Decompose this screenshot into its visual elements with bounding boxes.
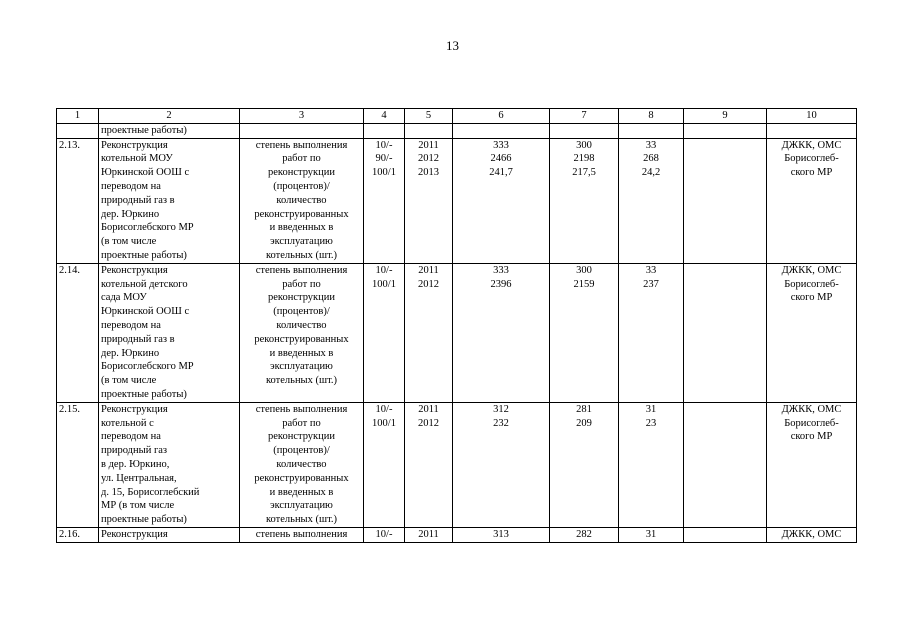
name-cell [99, 527, 240, 542]
executor-line: Борисоглеб- [784, 153, 839, 165]
funding-line: 300 [576, 139, 592, 151]
funding-line: 300 [576, 264, 592, 276]
cofunding-line: 31 [645, 403, 657, 415]
total-line: 2396 [490, 278, 512, 290]
funding-cell [550, 263, 619, 402]
indicator-line: реконструкции [267, 292, 336, 304]
year-line: 2013 [418, 167, 439, 179]
indicator-line: количество [276, 319, 327, 331]
indicator-line: степень выполнения [255, 139, 348, 151]
table-row [57, 263, 857, 402]
total-line: 313 [493, 528, 509, 540]
name-cell [99, 123, 240, 138]
executor-cell [767, 402, 857, 527]
name-cell [99, 263, 240, 402]
name-line: Реконструкция [101, 528, 168, 540]
header-cell: 8 [619, 109, 684, 124]
name-line: котельной с [101, 417, 154, 429]
name-line: проектные работы) [101, 249, 187, 261]
indicator-cell [240, 402, 364, 527]
funding-cell [550, 402, 619, 527]
executor-cell [767, 138, 857, 263]
cofunding-line: 33 [645, 264, 657, 276]
name-line: Реконструкция [101, 403, 168, 415]
cofunding-line: 31 [645, 528, 657, 540]
cofunding-cell [619, 263, 684, 402]
program-table [56, 108, 857, 543]
indicator-cell [240, 123, 364, 138]
stage-line: 10/- [375, 528, 393, 540]
name-line: переводом на [101, 180, 161, 192]
year-cell [405, 527, 453, 542]
executor-cell [767, 123, 857, 138]
name-line: переводом на [101, 319, 161, 331]
indicator-cell [240, 263, 364, 402]
indicator-line: реконструкции [267, 167, 336, 179]
row-number-cell [57, 138, 99, 263]
stage-line: 10/- [375, 264, 393, 276]
name-line: Реконструкция [101, 139, 168, 151]
row-number-cell [57, 263, 99, 402]
name-line: природный газ в [101, 333, 175, 345]
name-line: переводом на [101, 431, 161, 443]
cofunding-cell [619, 138, 684, 263]
name-line: д. 15, Борисоглебский [101, 486, 200, 498]
indicator-line: реконструированных [254, 208, 349, 220]
indicator-line: и введенных в [269, 486, 334, 498]
executor-cell [767, 263, 857, 402]
name-line: природный газ в [101, 194, 175, 206]
executor-line: ДЖКК, ОМС [781, 403, 842, 415]
year-line: 2011 [418, 528, 439, 540]
indicator-line: реконструированных [254, 333, 349, 345]
header-cell: 2 [99, 109, 240, 124]
stage-cell [364, 123, 405, 138]
funding-cell [550, 527, 619, 542]
cofunding-line: 237 [643, 278, 659, 290]
stage-cell [364, 402, 405, 527]
stage-line: 100/1 [372, 167, 396, 179]
page-number: 13 [446, 38, 459, 53]
funding-cell [550, 138, 619, 263]
cofunding-line: 33 [645, 139, 657, 151]
indicator-line: работ по [282, 417, 321, 429]
executor-line: Борисоглеб- [784, 278, 839, 290]
indicator-line: количество [276, 458, 327, 470]
indicator-line: котельных (шт.) [265, 514, 337, 526]
executor-cell [767, 527, 857, 542]
row-number: 2.15. [59, 403, 80, 415]
stage-line: 100/1 [372, 417, 396, 429]
total-line: 2466 [490, 153, 512, 165]
table-row [57, 527, 857, 542]
indicator-line: степень выполнения [255, 403, 348, 415]
funding-line: 2159 [573, 278, 595, 290]
name-line: дер. Юркино [101, 208, 160, 220]
name-line: Юркинской ООШ с [101, 167, 190, 179]
total-cell [453, 263, 550, 402]
indicator-line: котельных (шт.) [265, 249, 337, 261]
header-cell: 6 [453, 109, 550, 124]
continuation-row [57, 123, 857, 138]
empty-cell [684, 263, 767, 402]
indicator-cell [240, 138, 364, 263]
funding-line: 281 [576, 403, 592, 415]
header-cell: 9 [684, 109, 767, 124]
table-body [57, 109, 857, 543]
indicator-line: реконструированных [254, 472, 349, 484]
total-line: 232 [493, 417, 509, 429]
executor-line: Борисоглеб- [784, 417, 839, 429]
indicator-line: работ по [282, 278, 321, 290]
header-cell: 10 [767, 109, 857, 124]
cofunding-line: 24,2 [641, 167, 661, 179]
indicator-line: и введенных в [269, 222, 334, 234]
indicator-line: эксплуатацию [270, 236, 333, 248]
table-row [57, 402, 857, 527]
indicator-line: степень выполнения [255, 528, 348, 540]
table-row [57, 138, 857, 263]
stage-line: 10/- [375, 403, 393, 415]
indicator-line: (процентов)/ [273, 180, 330, 192]
name-line: в дер. Юркино, [101, 458, 170, 470]
year-line: 2011 [418, 403, 439, 415]
indicator-line: котельных (шт.) [265, 375, 337, 387]
indicator-cell [240, 527, 364, 542]
funding-line: 209 [576, 417, 592, 429]
indicator-line: (процентов)/ [273, 306, 330, 318]
total-line: 312 [493, 403, 509, 415]
empty-cell [684, 138, 767, 263]
executor-line: ДЖКК, ОМС [781, 264, 842, 276]
total-cell [453, 402, 550, 527]
stage-cell [364, 138, 405, 263]
name-line: котельной детского [101, 278, 188, 290]
name-line: Реконструкция [101, 264, 168, 276]
funding-line: 217,5 [572, 167, 596, 179]
year-line: 2012 [418, 278, 439, 290]
name-line: МР (в том числе [101, 500, 175, 512]
total-line: 333 [493, 264, 509, 276]
name-line: проектные работы) [101, 514, 187, 526]
year-line: 2012 [418, 417, 439, 429]
header-cell: 7 [550, 109, 619, 124]
executor-line: ского МР [790, 292, 833, 304]
name-cell [99, 138, 240, 263]
row-number: 2.13. [59, 139, 80, 151]
name-line: ул. Центральная, [101, 472, 177, 484]
indicator-line: и введенных в [269, 347, 334, 359]
indicator-line: работ по [282, 153, 321, 165]
row-number-cell [57, 123, 99, 138]
executor-line: ского МР [790, 167, 833, 179]
year-line: 2011 [418, 264, 439, 276]
cofunding-cell [619, 527, 684, 542]
empty-cell [684, 123, 767, 138]
name-line: Борисоглебского МР [101, 361, 194, 373]
name-line: сада МОУ [101, 292, 147, 304]
year-cell [405, 263, 453, 402]
stage-line: 10/- [375, 139, 393, 151]
indicator-line: (процентов)/ [273, 445, 330, 457]
table-header-row [57, 109, 857, 124]
value-cell [550, 123, 619, 138]
indicator-line: степень выполнения [255, 264, 348, 276]
header-cell: 3 [240, 109, 364, 124]
name-line: (в том числе [101, 375, 157, 387]
name-line: дер. Юркино [101, 347, 160, 359]
year-line: 2012 [418, 153, 439, 165]
header-cell: 1 [57, 109, 99, 124]
row-number-cell [57, 402, 99, 527]
stage-cell [364, 263, 405, 402]
indicator-line: эксплуатацию [270, 361, 333, 373]
year-line: 2011 [418, 139, 439, 151]
total-cell [453, 527, 550, 542]
row-number: 2.14. [59, 264, 80, 276]
funding-line: 282 [576, 528, 592, 540]
stage-line: 90/- [375, 153, 393, 165]
total-line: 241,7 [489, 167, 513, 179]
cofunding-line: 268 [643, 153, 659, 165]
empty-cell [684, 402, 767, 527]
stage-line: 100/1 [372, 278, 396, 290]
value-cell [453, 123, 550, 138]
stage-cell [364, 527, 405, 542]
total-cell [453, 138, 550, 263]
indicator-line: эксплуатацию [270, 500, 333, 512]
row-number: 2.16. [59, 528, 80, 540]
indicator-line: реконструкции [267, 431, 336, 443]
name-line: проектные работы) [101, 388, 187, 400]
funding-line: 2198 [573, 153, 595, 165]
year-cell [405, 123, 453, 138]
name-line: (в том числе [101, 236, 157, 248]
executor-line: ДЖКК, ОМС [781, 528, 842, 540]
header-cell: 5 [405, 109, 453, 124]
header-cell: 4 [364, 109, 405, 124]
empty-cell [684, 527, 767, 542]
total-line: 333 [493, 139, 509, 151]
name-line: природный газ [101, 445, 168, 457]
year-cell [405, 138, 453, 263]
executor-line: ского МР [790, 431, 833, 443]
year-cell [405, 402, 453, 527]
row-number-cell [57, 527, 99, 542]
cofunding-line: 23 [645, 417, 657, 429]
name-line: котельной МОУ [101, 153, 173, 165]
name-line: Борисоглебского МР [101, 222, 194, 234]
name-cell [99, 402, 240, 527]
executor-line: ДЖКК, ОМС [781, 139, 842, 151]
name-line: проектные работы) [101, 124, 187, 136]
name-line: Юркинской ООШ с [101, 306, 190, 318]
indicator-line: количество [276, 194, 327, 206]
value-cell [619, 123, 684, 138]
cofunding-cell [619, 402, 684, 527]
